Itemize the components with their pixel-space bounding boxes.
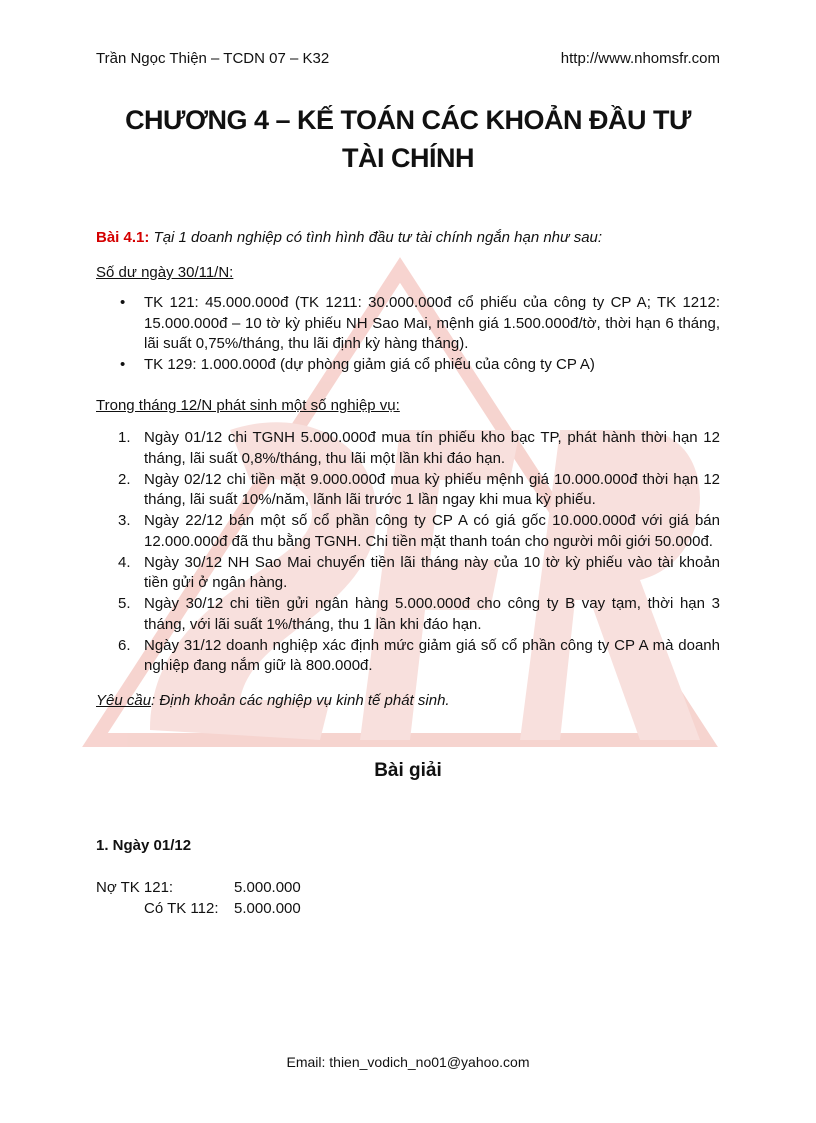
- debit-label: Nợ TK 121:: [96, 879, 174, 896]
- credit-label: Có TK 112:: [144, 900, 219, 917]
- list-item: [116, 594, 720, 635]
- list-item: [116, 428, 720, 469]
- list-item: [116, 293, 720, 355]
- header-website[interactable]: http://www.nhomsfr.com: [560, 50, 720, 67]
- exercise-heading: [96, 228, 720, 248]
- bullet-icon: •: [120, 355, 126, 373]
- exercise-intro: Tại 1 doanh nghiệp có tình hình đầu tư tài chính ngắn hạn như sau:: [153, 229, 603, 246]
- item-text: Ngày 01/12 chi TGNH 5.000.000đ mua tín phiếu kho bạc TP, phát hành thời hạn 12 tháng, lãi suất 0,8%/tháng, thu lãi một lần khi đáo hạn.: [144, 429, 720, 467]
- list-item: [116, 470, 720, 511]
- requirement-label: Yêu cầu: [96, 692, 152, 709]
- item-text: Ngày 31/12 doanh nghiệp xác định mức giảm giá số cổ phần công ty CP A mà doanh nghiệp đang nắm giữ là 800.000đ.: [144, 636, 720, 674]
- chapter-title: [96, 101, 720, 177]
- journal-debit-row: [96, 877, 396, 898]
- balance-heading: Số dư ngày 30/11/N:: [96, 264, 234, 281]
- balance-item-text: TK 121: 45.000.000đ (TK 1211: 30.000.000đ cổ phiếu của công ty CP A; TK 1212: 15.000.000đ – 10 tờ kỳ phiếu NH Sao Mai, mệnh giá 1.500.000đ/tờ, thời hạn 6 tháng, lãi suất 0,75%/tháng, thu lãi định kỳ hàng tháng).: [144, 294, 720, 352]
- balance-list: [116, 293, 720, 375]
- exercise-label: Bài 4.1:: [96, 229, 150, 246]
- chapter-title-line2: TÀI CHÍNH: [342, 143, 474, 173]
- debit-amount: 5.000.000: [234, 879, 301, 896]
- credit-amount: 5.000.000: [234, 900, 301, 917]
- item-number: 1.: [118, 429, 131, 446]
- item-number: 3.: [118, 512, 131, 529]
- item-text: Ngày 02/12 chi tiền mặt 9.000.000đ mua kỳ phiếu mệnh giá 10.000.000đ thời hạn 12 tháng, lãi suất 10%/năm, lãnh lãi trước 1 lần ngay khi mua kỳ phiếu.: [144, 470, 720, 508]
- item-text: Ngày 22/12 bán một số cổ phần công ty CP A có giá gốc 10.000.000đ với giá bán 12.000.000đ đã thu bằng TGNH. Chi tiền mặt thanh toán cho người môi giới 50.000đ.: [144, 512, 720, 550]
- item-number: 5.: [118, 595, 131, 612]
- list-item: [116, 511, 720, 552]
- list-item: [116, 636, 720, 677]
- header-author: Trần Ngọc Thiện – TCDN 07 – K32: [96, 50, 330, 67]
- transactions-heading: Trong tháng 12/N phát sinh một số nghiệp vụ:: [96, 397, 400, 414]
- journal-credit-row: [96, 898, 396, 919]
- chapter-title-line1: CHƯƠNG 4 – KẾ TOÁN CÁC KHOẢN ĐẦU TƯ: [125, 105, 691, 135]
- solution-day1-heading: 1. Ngày 01/12: [96, 837, 192, 854]
- item-number: 2.: [118, 470, 131, 488]
- requirement: [96, 691, 720, 711]
- item-text: Ngày 30/12 NH Sao Mai chuyển tiền lãi tháng này của 10 tờ kỳ phiếu vào tài khoản tiền gửi ở ngân hàng.: [144, 553, 720, 591]
- item-number: 4.: [118, 553, 131, 571]
- requirement-text: : Định khoản các nghiệp vụ kinh tế phát sinh.: [151, 692, 450, 709]
- bullet-icon: •: [120, 294, 126, 311]
- balance-item-text: TK 129: 1.000.000đ (dự phòng giảm giá cổ phiếu của công ty CP A): [144, 355, 595, 373]
- transactions-list: [116, 428, 720, 677]
- footer-email: Email: thien_vodich_no01@yahoo.com: [286, 1054, 530, 1070]
- journal-entry: [96, 877, 396, 919]
- list-item: [116, 553, 720, 594]
- item-number: 6.: [118, 636, 131, 654]
- list-item: [116, 355, 720, 376]
- item-text: Ngày 30/12 chi tiền gửi ngân hàng 5.000.000đ cho công ty B vay tạm, thời hạn 3 tháng, với lãi suất 1%/tháng, thu 1 lần khi đáo hạn.: [144, 595, 720, 633]
- solution-title: Bài giải: [374, 760, 442, 781]
